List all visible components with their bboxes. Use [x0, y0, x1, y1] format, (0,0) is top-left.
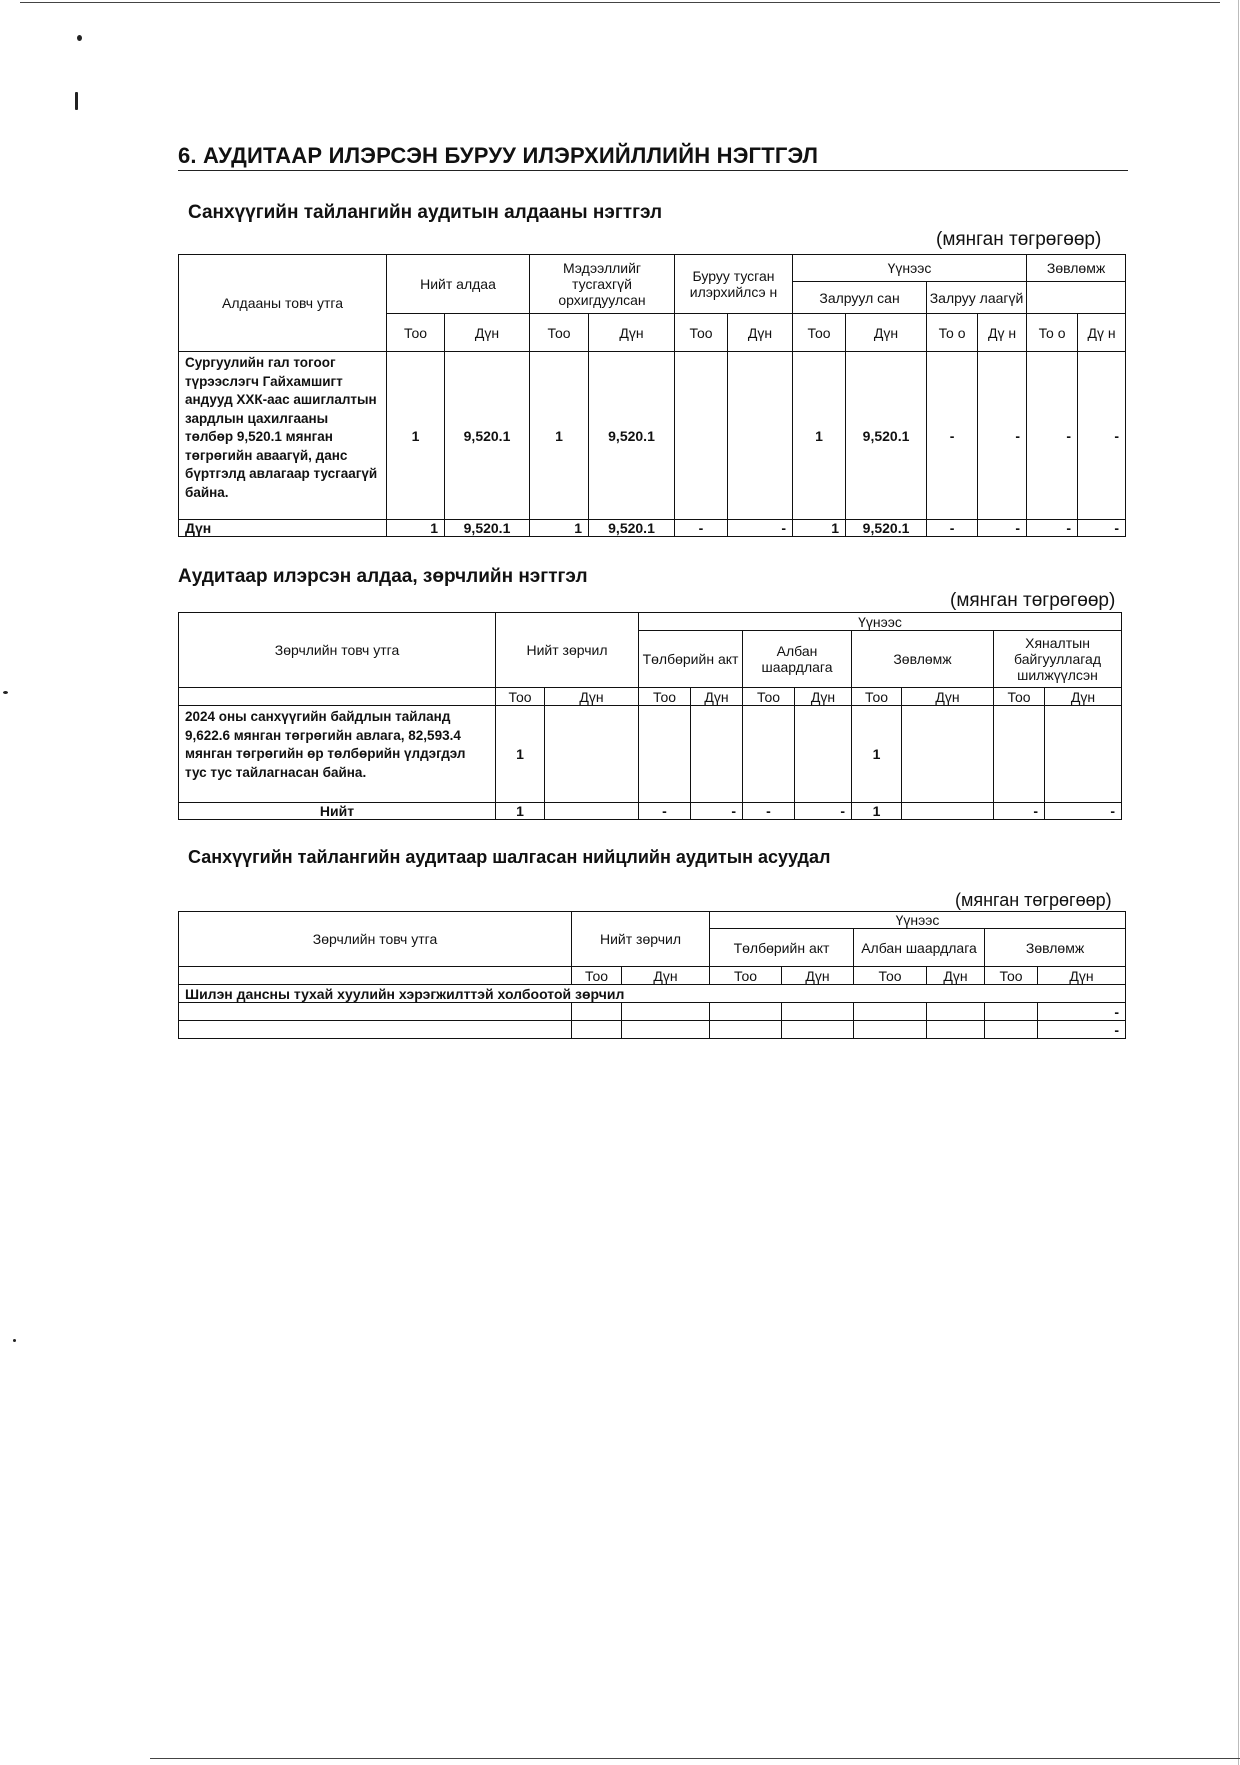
cell-corrected-amount: 9,520.1 [846, 352, 927, 520]
hdr-amount: Дүн [782, 967, 854, 985]
hdr-recommendation-blank [1027, 282, 1126, 314]
section1-unit: (мянган төгрөгөөр) [936, 229, 1102, 250]
group-row: Шилэн дансны тухай хуулийн хэрэгжилттэй холбоотой зөрчил [179, 985, 1126, 1003]
empty-cell [622, 1021, 710, 1039]
hdr-amount: Дү н [1078, 314, 1126, 352]
hdr-amount: Дүн [1038, 967, 1126, 985]
empty-cell [854, 1003, 927, 1021]
hdr-blank [179, 688, 496, 706]
hdr-amount: Дүн [902, 688, 994, 706]
hdr-count: Тоо [675, 314, 728, 352]
total-not-corrected-count: - [927, 520, 978, 537]
empty-cell [854, 1021, 927, 1039]
total-immaterial-count: 1 [530, 520, 589, 537]
total-misstated-count: - [675, 520, 728, 537]
hdr-official-demand: Албан шаардлага [854, 929, 985, 967]
total-count: 1 [496, 803, 545, 820]
cell-immaterial-count: 1 [530, 352, 589, 520]
cell-recommendation-amount: - [1038, 1003, 1126, 1021]
hdr-count: Тоо [530, 314, 589, 352]
section1-title: Санхүүгийн тайлангийн аудитын алдааны нэгтгэл [188, 202, 663, 223]
section3-unit: (мянган төгрөгөөр) [955, 890, 1112, 910]
total-payment-count: - [639, 803, 691, 820]
total-demand-count: - [743, 803, 795, 820]
empty-cell [179, 1003, 572, 1021]
violation-summary-table [178, 612, 1122, 820]
cell-misstated-count [675, 352, 728, 520]
hdr-amount: Дү н [978, 314, 1027, 352]
empty-cell [622, 1003, 710, 1021]
cell-total-amount [545, 706, 639, 803]
hdr-count: Тоо [793, 314, 846, 352]
cell-recommendation-amount: - [1038, 1021, 1126, 1039]
hdr-count: Тоо [743, 688, 795, 706]
cell-transferred-count [994, 706, 1045, 803]
total-recommendation-amount: - [1078, 520, 1126, 537]
hdr-amount: Дүн [445, 314, 530, 352]
total-recommendation-count: - [1027, 520, 1078, 537]
total-amount: 9,520.1 [445, 520, 530, 537]
hdr-amount: Дүн [589, 314, 675, 352]
hdr-corrected: Залруул сан [793, 282, 927, 314]
hdr-amount: Дүн [846, 314, 927, 352]
total-corrected-count: 1 [793, 520, 846, 537]
empty-cell [782, 1003, 854, 1021]
total-transferred-count: - [994, 803, 1045, 820]
hdr-recommendation: Зөвлөмж [985, 929, 1126, 967]
cell-total-count: 1 [496, 706, 545, 803]
scan-speck [77, 35, 82, 41]
hdr-desc: Зөрчлийн товч утга [179, 912, 572, 967]
total-count: 1 [387, 520, 445, 537]
empty-cell [985, 1021, 1038, 1039]
hdr-count: Тоо [985, 967, 1038, 985]
scan-speck [13, 1339, 16, 1342]
hdr-amount: Дүн [622, 967, 710, 985]
section2-title: Аудитаар илэрсэн алдаа, зөрчлийн нэгтгэл [178, 566, 588, 587]
cell-payment-amount [691, 706, 743, 803]
cell-not-corrected-amount: - [978, 352, 1027, 520]
scan-speck [75, 92, 78, 110]
total-immaterial-amount: 9,520.1 [589, 520, 675, 537]
hdr-of-which: Үүнээс [710, 912, 1126, 929]
total-recommendation-amount [902, 803, 994, 820]
empty-cell [927, 1003, 985, 1021]
violation-description: 2024 оны санхүүгийн байдлын тайланд 9,622.6 мянган төгрөгийн авлага, 82,593.4 мянган төгрөгийн өр төлбөрийн үлдэгдэл тус тус тайлагнасан байна. [179, 706, 496, 803]
hdr-count: Тоо [639, 688, 691, 706]
hdr-count: Тоо [854, 967, 927, 985]
empty-cell [572, 1003, 622, 1021]
hdr-count: Тоо [387, 314, 445, 352]
cell-not-corrected-count: - [927, 352, 978, 520]
cell-recommendation-count: 1 [852, 706, 902, 803]
hdr-total-error: Нийт алдаа [387, 255, 530, 314]
hdr-official-demand: Албан шаардлага [743, 631, 852, 688]
hdr-transferred: Хяналтын байгууллагад шилжүүлсэн [994, 631, 1122, 688]
cell-recommendation-count: - [1027, 352, 1078, 520]
hdr-of-which: Үүнээс [793, 255, 1027, 282]
empty-cell [927, 1021, 985, 1039]
hdr-total: Нийт зөрчил [496, 613, 639, 688]
section2-unit: (мянган төгрөгөөр) [950, 590, 1116, 611]
empty-cell [179, 1021, 572, 1039]
total-amount [545, 803, 639, 820]
hdr-count: Тоо [994, 688, 1045, 706]
hdr-count: То о [1027, 314, 1078, 352]
hdr-amount: Дүн [691, 688, 743, 706]
hdr-count: То о [927, 314, 978, 352]
page-frame-right [1238, 0, 1239, 1765]
page-frame-top [20, 2, 1220, 3]
total-demand-amount: - [795, 803, 852, 820]
cell-transferred-amount [1045, 706, 1122, 803]
cell-recommendation-amount [902, 706, 994, 803]
scan-speck [3, 691, 8, 694]
hdr-payment-act: Төлбөрийн акт [639, 631, 743, 688]
empty-cell [782, 1021, 854, 1039]
total-label: Нийт [179, 803, 496, 820]
cell-recommendation-amount: - [1078, 352, 1126, 520]
page-frame-bottom [150, 1758, 1240, 1759]
total-payment-amount: - [691, 803, 743, 820]
total-not-corrected-amount: - [978, 520, 1027, 537]
page-title: 6. АУДИТААР ИЛЭРСЭН БУРУУ ИЛЭРХИЙЛЛИЙН НЭГТГЭЛ [178, 143, 819, 168]
cell-demand-count [743, 706, 795, 803]
hdr-count: Тоо [572, 967, 622, 985]
cell-total-amount: 9,520.1 [445, 352, 530, 520]
hdr-total: Нийт зөрчил [572, 912, 710, 967]
cell-demand-amount [795, 706, 852, 803]
error-summary-table [178, 254, 1126, 537]
hdr-recommendation: Зөвлөмж [852, 631, 994, 688]
hdr-immaterial: Мэдээллийг тусгахгүй орхигдуулсан [530, 255, 675, 314]
hdr-not-corrected: Залруу лаагүй [927, 282, 1027, 314]
title-underline [178, 170, 1128, 171]
total-label: Дүн [179, 520, 387, 537]
hdr-count: Тоо [496, 688, 545, 706]
empty-cell [985, 1003, 1038, 1021]
hdr-amount: Дүн [728, 314, 793, 352]
total-misstated-amount: - [728, 520, 793, 537]
hdr-amount: Дүн [1045, 688, 1122, 706]
hdr-count: Тоо [710, 967, 782, 985]
empty-cell [710, 1021, 782, 1039]
error-description: Сургуулийн гал тогоог түрээслэгч Гайхамшигт андууд ХХК-аас ашиглалтын зардлын цахилгааны төлбөр 9,520.1 мянган төгрөгийн аваагүй, данс бүртгэлд авлагаар тусгаагүй байна. [179, 352, 387, 520]
hdr-amount: Дүн [795, 688, 852, 706]
cell-payment-count [639, 706, 691, 803]
cell-misstated-amount [728, 352, 793, 520]
hdr-desc: Зөрчлийн товч утга [179, 613, 496, 688]
hdr-desc: Алдааны товч утга [179, 255, 387, 352]
hdr-count: Тоо [852, 688, 902, 706]
hdr-payment-act: Төлбөрийн акт [710, 929, 854, 967]
empty-cell [710, 1003, 782, 1021]
hdr-misstated: Буруу тусган илэрхийлсэ н [675, 255, 793, 314]
total-transferred-amount: - [1045, 803, 1122, 820]
compliance-issues-table [178, 911, 1126, 1039]
total-recommendation-count: 1 [852, 803, 902, 820]
hdr-amount: Дүн [545, 688, 639, 706]
cell-total-count: 1 [387, 352, 445, 520]
hdr-blank [179, 967, 572, 985]
empty-cell [572, 1021, 622, 1039]
total-corrected-amount: 9,520.1 [846, 520, 927, 537]
cell-corrected-count: 1 [793, 352, 846, 520]
section3-title: Санхүүгийн тайлангийн аудитаар шалгасан нийцлийн аудитын асуудал [188, 847, 831, 867]
hdr-amount: Дүн [927, 967, 985, 985]
hdr-recommendation: Зөвлөмж [1027, 255, 1126, 282]
hdr-of-which: Үүнээс [639, 613, 1122, 631]
cell-immaterial-amount: 9,520.1 [589, 352, 675, 520]
